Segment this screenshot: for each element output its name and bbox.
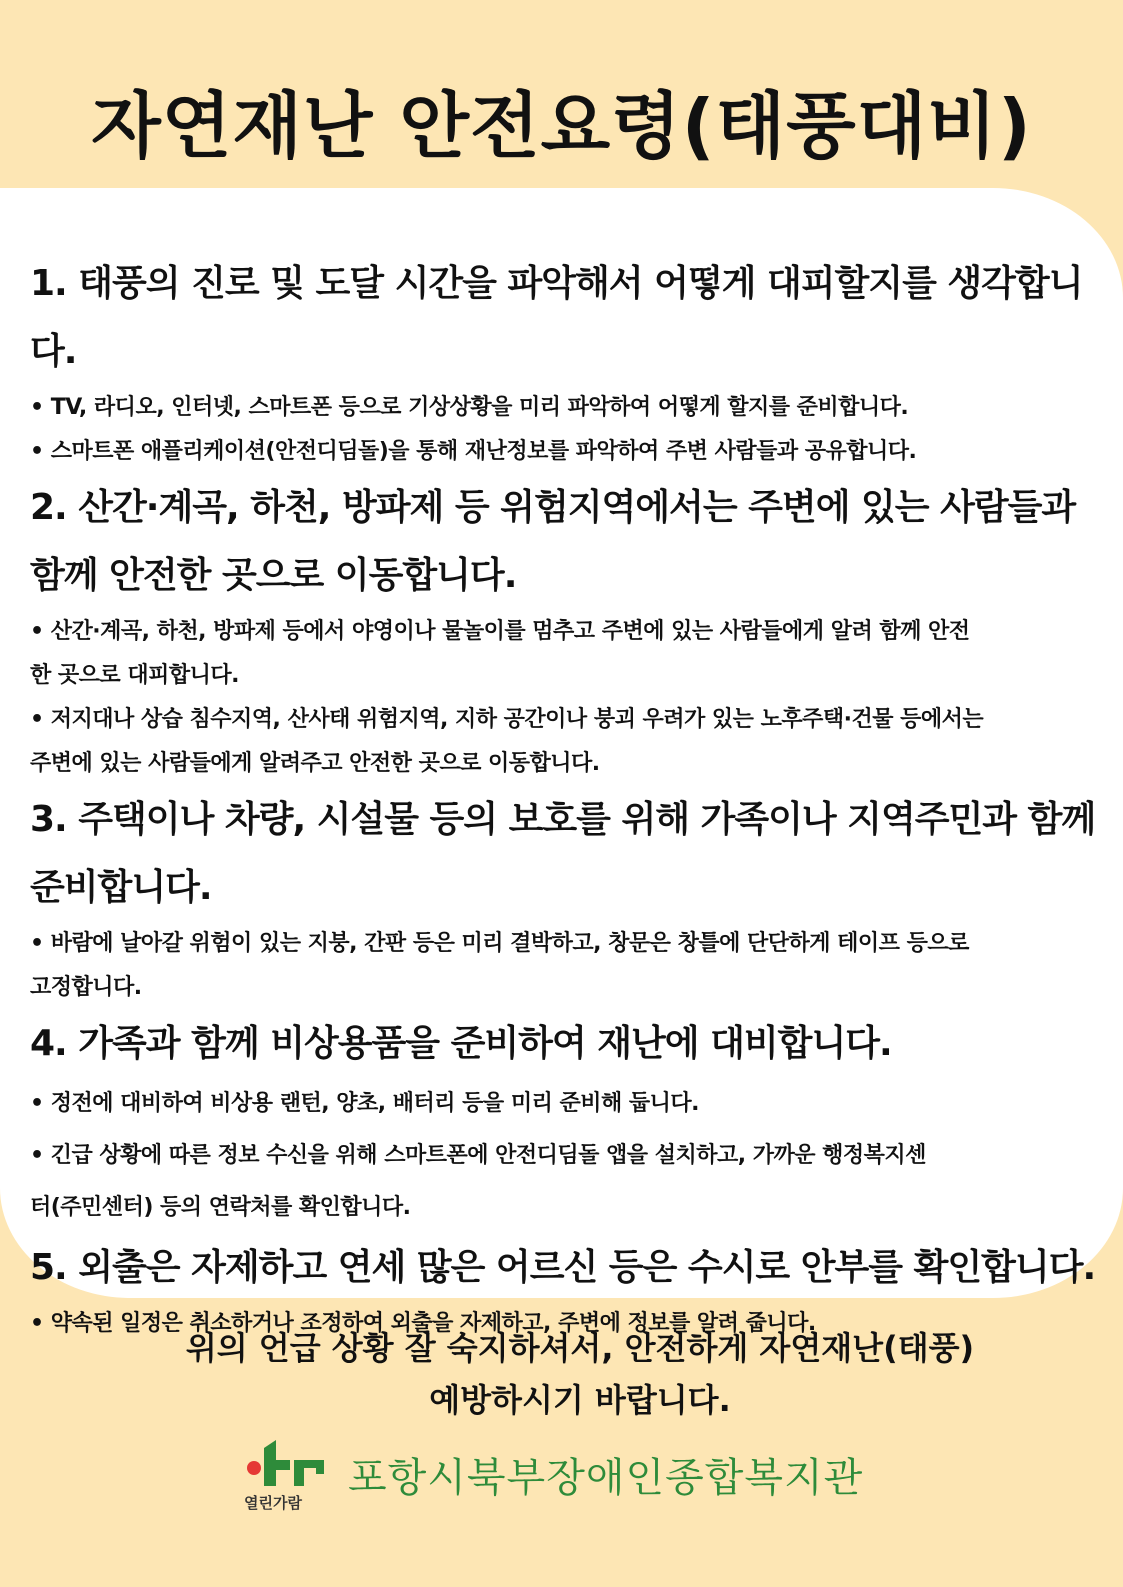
bullet-item: 주변에 있는 사람들에게 알려주고 안전한 곳으로 이동합니다. [30,751,600,776]
page-title: 자연재난 안전요령(태풍대비) [91,84,1032,168]
content-area [30,250,1100,1346]
section-heading: 1. 태풍의 진로 및 도달 시간을 파악해서 어떻게 대피할지를 생각합니다. [30,263,1083,372]
logo-caption: 열린가람 [244,1494,302,1512]
section-heading: 5. 외출은 자제하고 연세 많은 어르신 등은 수시로 안부를 확인합니다. [30,1247,1096,1288]
section-heading: 2. 산간·계곡, 하천, 방파제 등 위험지역에서는 주변에 있는 사람들과 [30,487,1076,528]
section-4 [30,1010,1100,1234]
section-2 [30,474,1100,786]
bullet-item: • 저지대나 상습 침수지역, 산사태 위험지역, 지하 공간이나 붕괴 우려가 있는 노후주택·건물 등에서는 [30,707,984,732]
closing-line-2: 예방하시기 바랍니다. [429,1381,731,1419]
logo-green-stroke-left [264,1440,276,1486]
section-3 [30,786,1100,1010]
section-heading: 4. 가족과 함께 비상용품을 준비하여 재난에 대비합니다. [30,1023,892,1064]
organization-name: 포항시북부장애인종합복지관 [348,1455,864,1501]
section-heading-cont: 준비합니다. [30,867,212,908]
bullet-item: • 약속된 일정은 취소하거나 조정하여 외출을 자제하고, 주변에 정보를 알려 줍니다. [30,1311,816,1336]
bullet-item: • 스마트폰 애플리케이션(안전디딤돌)을 통해 재난정보를 파악하여 주변 사람들과 공유합니다. [30,439,917,464]
closing-line-1: 위의 언급 상황 잘 숙지하셔서, 안전하게 자연재난(태풍) [185,1329,975,1367]
bullet-item: • 산간·계곡, 하천, 방파제 등에서 야영이나 물놀이를 멈추고 주변에 있는 사람들에게 알려 함께 안전 [30,619,970,644]
bullet-item: • 정전에 대비하여 비상용 랜턴, 양초, 배터리 등을 미리 준비해 둡니다. [30,1091,700,1116]
bullet-item: 고정합니다. [30,975,142,1000]
section-1 [30,250,1100,474]
closing-message [120,1322,1040,1426]
logo-red-dot [247,1461,261,1475]
bullet-item: 한 곳으로 대피합니다. [30,663,239,688]
section-heading: 3. 주택이나 차량, 시설물 등의 보호를 위해 가족이나 지역주민과 함께 [30,799,1096,840]
bullet-item: 터(주민센터) 등의 연락처를 확인합니다. [30,1195,411,1220]
section-heading-cont: 함께 안전한 곳으로 이동합니다. [30,555,517,596]
bullet-item: • 바람에 날아갈 위험이 있는 지붕, 간판 등은 미리 결박하고, 창문은 창틀에 단단하게 테이프 등으로 [30,931,969,956]
bullet-item: • TV, 라디오, 인터넷, 스마트폰 등으로 기상상황을 미리 파악하여 어떻게 할지를 준비합니다. [30,395,909,420]
logo-green-stroke-right [294,1460,324,1486]
logo-green-bar [276,1460,290,1470]
bullet-item: • 긴급 상황에 따른 정보 수신을 위해 스마트폰에 안전디딤돌 앱을 설치하고, 가까운 행정복지센 [30,1143,926,1168]
